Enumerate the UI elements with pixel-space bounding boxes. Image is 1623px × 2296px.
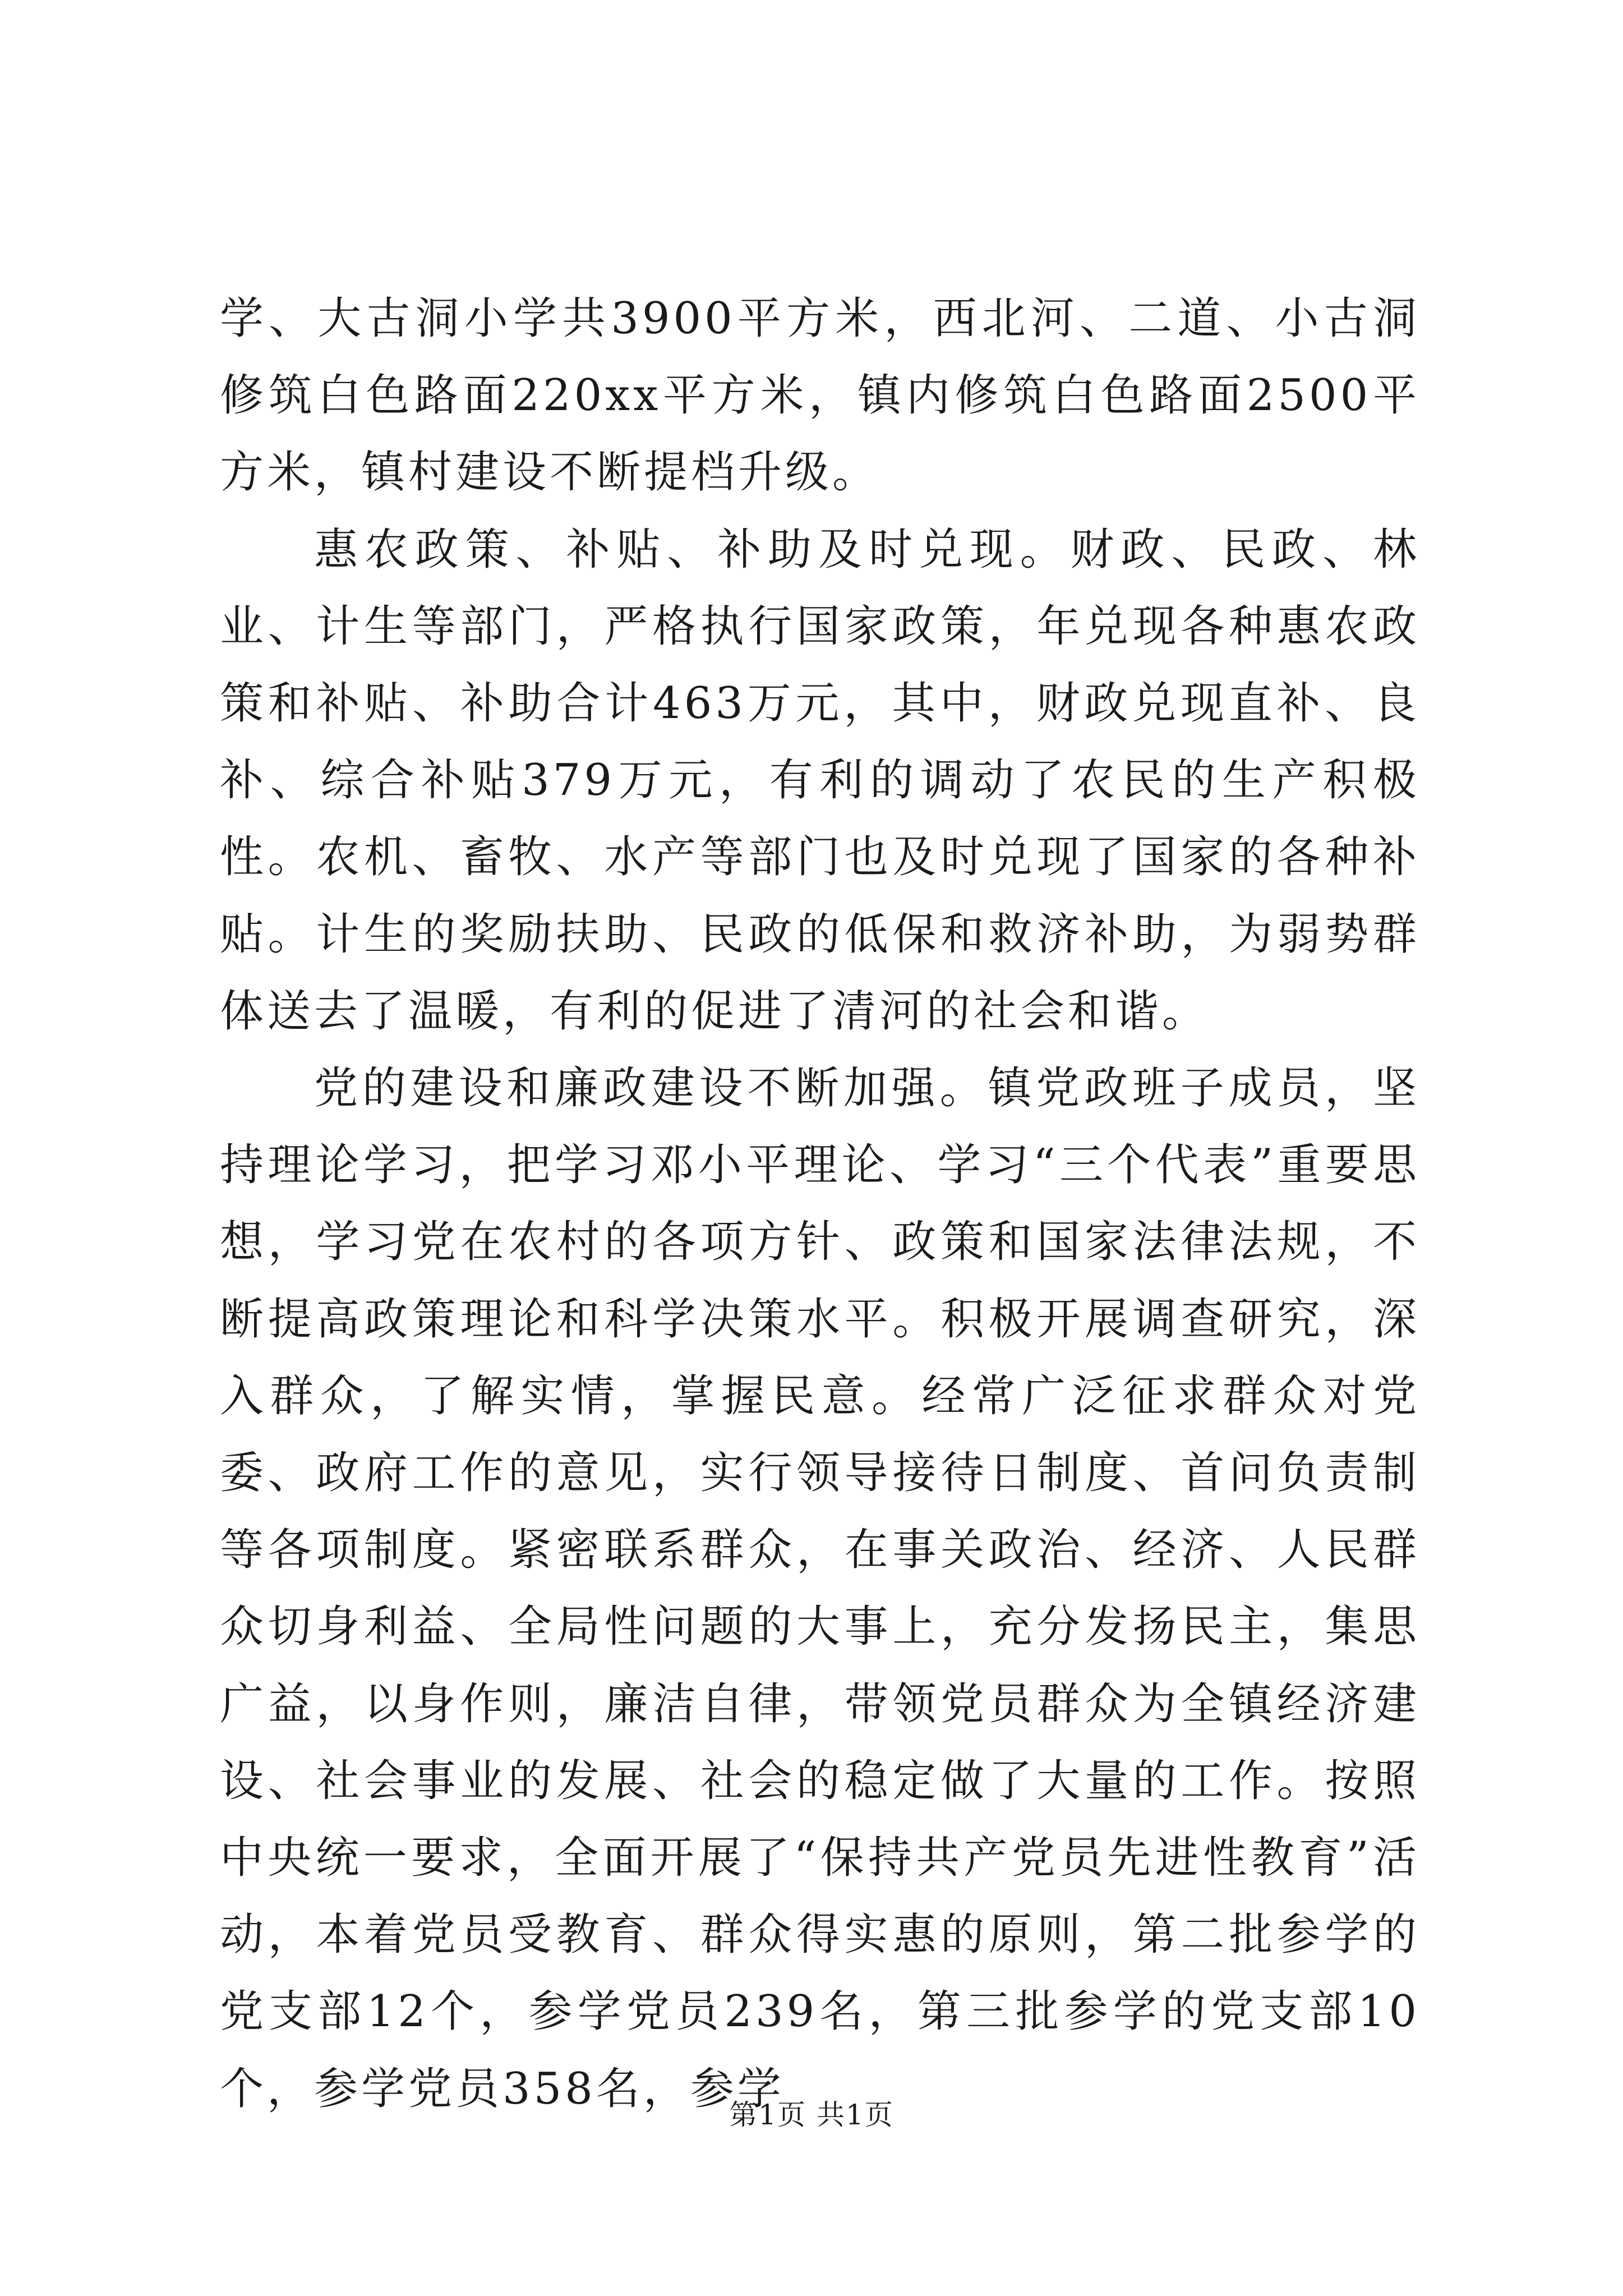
paragraph-subsidies: 惠农政策、补贴、补助及时兑现。财政、民政、林业、计生等部门，严格执行国家政策，年兑现各种惠农政策和补贴、补助合计463万元，其中，财政兑现直补、良补、综合补贴379万元，有利的调动了农民的生产积极性。农机、畜牧、水产等部门也及时兑现了国家的各种补贴。计生的奖励扶助、民政的低保和救济补助，为弱势群体送去了温暖，有利的促进了清河的社会和谐。 (220, 524, 1420, 1037)
paragraph-party-building: 党的建设和廉政建设不断加强。镇党政班子成员，坚持理论学习，把学习邓小平理论、学习“三个代表”重要思想，学习党在农村的各项方针、政策和国家法律法规，不断提高政策理论和科学决策水平。积极开展调查研究，深入群众，了解实情，掌握民意。经常广泛征求群众对党委、政府工作的意见，实行领导接待日制度、首问负责制等各项制度。紧密联系群众，在事关政治、经济、人民群众切身利益、全局性问题的大事上，充分发扬民主，集思广益，以身作则，廉洁自律，带领党员群众为全镇经济建设、社会事业的发展、社会的稳定做了大量的工作。按照中央统一要求，全面开展了“保持共产党员先进性教育”活动，本着党员受教育、群众得实惠的原则，第二批参学的党支部12个，参学党员239名，第三批参学的党支部10个，参学党员358名，参学 (220, 1063, 1420, 2114)
document-body (220, 280, 1420, 2128)
paragraph-town-construction: 学、大古洞小学共3900平方米，西北河、二道、小古洞修筑白色路面220xx平方米，镇内修筑白色路面2500平方米，镇村建设不断提档升级。 (220, 293, 1420, 498)
page-footer: 第1页 共1页 (729, 2099, 894, 2131)
